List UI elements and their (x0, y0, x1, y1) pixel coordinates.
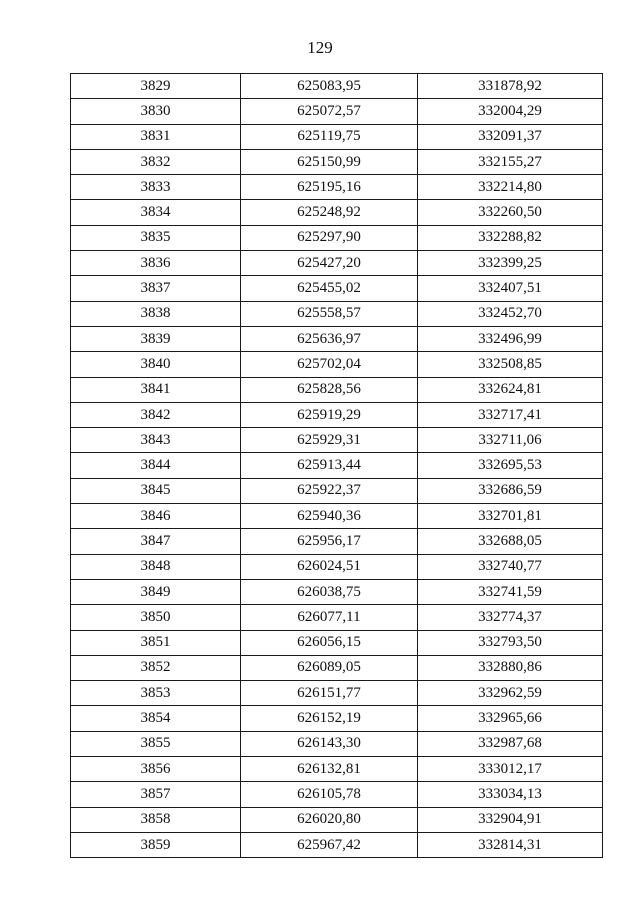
point-number-cell: 3847 (71, 529, 241, 554)
y-coordinate-cell: 332793,50 (418, 630, 603, 655)
point-number-cell: 3849 (71, 579, 241, 604)
page-number: 129 (307, 38, 333, 57)
y-coordinate-cell: 332774,37 (418, 605, 603, 630)
point-number-cell: 3830 (71, 99, 241, 124)
x-coordinate-cell: 626024,51 (241, 554, 418, 579)
point-number-cell: 3845 (71, 478, 241, 503)
y-coordinate-cell: 332091,37 (418, 124, 603, 149)
table-row (71, 630, 603, 655)
y-coordinate-cell: 332962,59 (418, 681, 603, 706)
table-row (71, 326, 603, 351)
x-coordinate-cell: 626056,15 (241, 630, 418, 655)
point-number-cell: 3853 (71, 681, 241, 706)
y-coordinate-cell: 332004,29 (418, 99, 603, 124)
x-coordinate-cell: 625248,92 (241, 200, 418, 225)
y-coordinate-cell: 332695,53 (418, 453, 603, 478)
table-row (71, 681, 603, 706)
y-coordinate-cell: 332688,05 (418, 529, 603, 554)
table-row (71, 757, 603, 782)
x-coordinate-cell: 626143,30 (241, 731, 418, 756)
table-row (71, 124, 603, 149)
x-coordinate-cell: 625427,20 (241, 251, 418, 276)
table-row (71, 99, 603, 124)
point-number-cell: 3855 (71, 731, 241, 756)
x-coordinate-cell: 626105,78 (241, 782, 418, 807)
table-row (71, 605, 603, 630)
y-coordinate-cell: 332814,31 (418, 832, 603, 857)
table-row (71, 832, 603, 857)
point-number-cell: 3842 (71, 402, 241, 427)
point-number-cell: 3832 (71, 149, 241, 174)
table-row (71, 402, 603, 427)
table-row (71, 377, 603, 402)
x-coordinate-cell: 626038,75 (241, 579, 418, 604)
coordinates-table-body (71, 74, 603, 858)
table-row (71, 352, 603, 377)
x-coordinate-cell: 625083,95 (241, 74, 418, 99)
y-coordinate-cell: 332407,51 (418, 276, 603, 301)
y-coordinate-cell: 332740,77 (418, 554, 603, 579)
y-coordinate-cell: 332399,25 (418, 251, 603, 276)
table-row (71, 706, 603, 731)
y-coordinate-cell: 332701,81 (418, 504, 603, 529)
x-coordinate-cell: 625072,57 (241, 99, 418, 124)
x-coordinate-cell: 625940,36 (241, 504, 418, 529)
x-coordinate-cell: 625913,44 (241, 453, 418, 478)
point-number-cell: 3839 (71, 326, 241, 351)
y-coordinate-cell: 333012,17 (418, 757, 603, 782)
x-coordinate-cell: 625297,90 (241, 225, 418, 250)
coordinates-table (70, 73, 603, 858)
y-coordinate-cell: 332288,82 (418, 225, 603, 250)
x-coordinate-cell: 626152,19 (241, 706, 418, 731)
x-coordinate-cell: 625455,02 (241, 276, 418, 301)
x-coordinate-cell: 625702,04 (241, 352, 418, 377)
point-number-cell: 3857 (71, 782, 241, 807)
point-number-cell: 3837 (71, 276, 241, 301)
y-coordinate-cell: 332741,59 (418, 579, 603, 604)
table-row (71, 529, 603, 554)
point-number-cell: 3846 (71, 504, 241, 529)
point-number-cell: 3850 (71, 605, 241, 630)
x-coordinate-cell: 625922,37 (241, 478, 418, 503)
x-coordinate-cell: 625828,56 (241, 377, 418, 402)
table-row (71, 428, 603, 453)
point-number-cell: 3844 (71, 453, 241, 478)
x-coordinate-cell: 626132,81 (241, 757, 418, 782)
x-coordinate-cell: 625929,31 (241, 428, 418, 453)
y-coordinate-cell: 331878,92 (418, 74, 603, 99)
y-coordinate-cell: 332260,50 (418, 200, 603, 225)
table-row (71, 200, 603, 225)
point-number-cell: 3833 (71, 175, 241, 200)
x-coordinate-cell: 625150,99 (241, 149, 418, 174)
table-row (71, 782, 603, 807)
point-number-cell: 3854 (71, 706, 241, 731)
table-row (71, 655, 603, 680)
y-coordinate-cell: 332711,06 (418, 428, 603, 453)
y-coordinate-cell: 332987,68 (418, 731, 603, 756)
y-coordinate-cell: 332508,85 (418, 352, 603, 377)
y-coordinate-cell: 333034,13 (418, 782, 603, 807)
point-number-cell: 3851 (71, 630, 241, 655)
point-number-cell: 3858 (71, 807, 241, 832)
table-row (71, 453, 603, 478)
table-row (71, 731, 603, 756)
table-row (71, 807, 603, 832)
point-number-cell: 3848 (71, 554, 241, 579)
y-coordinate-cell: 332155,27 (418, 149, 603, 174)
x-coordinate-cell: 626151,77 (241, 681, 418, 706)
table-row (71, 276, 603, 301)
y-coordinate-cell: 332686,59 (418, 478, 603, 503)
table-row (71, 579, 603, 604)
table-row (71, 554, 603, 579)
y-coordinate-cell: 332624,81 (418, 377, 603, 402)
point-number-cell: 3843 (71, 428, 241, 453)
table-row (71, 149, 603, 174)
table-row (71, 251, 603, 276)
x-coordinate-cell: 625919,29 (241, 402, 418, 427)
point-number-cell: 3841 (71, 377, 241, 402)
y-coordinate-cell: 332214,80 (418, 175, 603, 200)
point-number-cell: 3831 (71, 124, 241, 149)
x-coordinate-cell: 625119,75 (241, 124, 418, 149)
x-coordinate-cell: 626077,11 (241, 605, 418, 630)
x-coordinate-cell: 625956,17 (241, 529, 418, 554)
table-row (71, 301, 603, 326)
point-number-cell: 3856 (71, 757, 241, 782)
point-number-cell: 3859 (71, 832, 241, 857)
x-coordinate-cell: 625636,97 (241, 326, 418, 351)
point-number-cell: 3838 (71, 301, 241, 326)
table-row (71, 225, 603, 250)
table-row (71, 478, 603, 503)
y-coordinate-cell: 332880,86 (418, 655, 603, 680)
x-coordinate-cell: 626020,80 (241, 807, 418, 832)
point-number-cell: 3852 (71, 655, 241, 680)
x-coordinate-cell: 625558,57 (241, 301, 418, 326)
point-number-cell: 3835 (71, 225, 241, 250)
point-number-cell: 3836 (71, 251, 241, 276)
table-row (71, 175, 603, 200)
x-coordinate-cell: 625195,16 (241, 175, 418, 200)
y-coordinate-cell: 332717,41 (418, 402, 603, 427)
point-number-cell: 3834 (71, 200, 241, 225)
y-coordinate-cell: 332496,99 (418, 326, 603, 351)
x-coordinate-cell: 626089,05 (241, 655, 418, 680)
table-row (71, 504, 603, 529)
table-row (71, 74, 603, 99)
y-coordinate-cell: 332965,66 (418, 706, 603, 731)
y-coordinate-cell: 332904,91 (418, 807, 603, 832)
y-coordinate-cell: 332452,70 (418, 301, 603, 326)
x-coordinate-cell: 625967,42 (241, 832, 418, 857)
point-number-cell: 3840 (71, 352, 241, 377)
point-number-cell: 3829 (71, 74, 241, 99)
